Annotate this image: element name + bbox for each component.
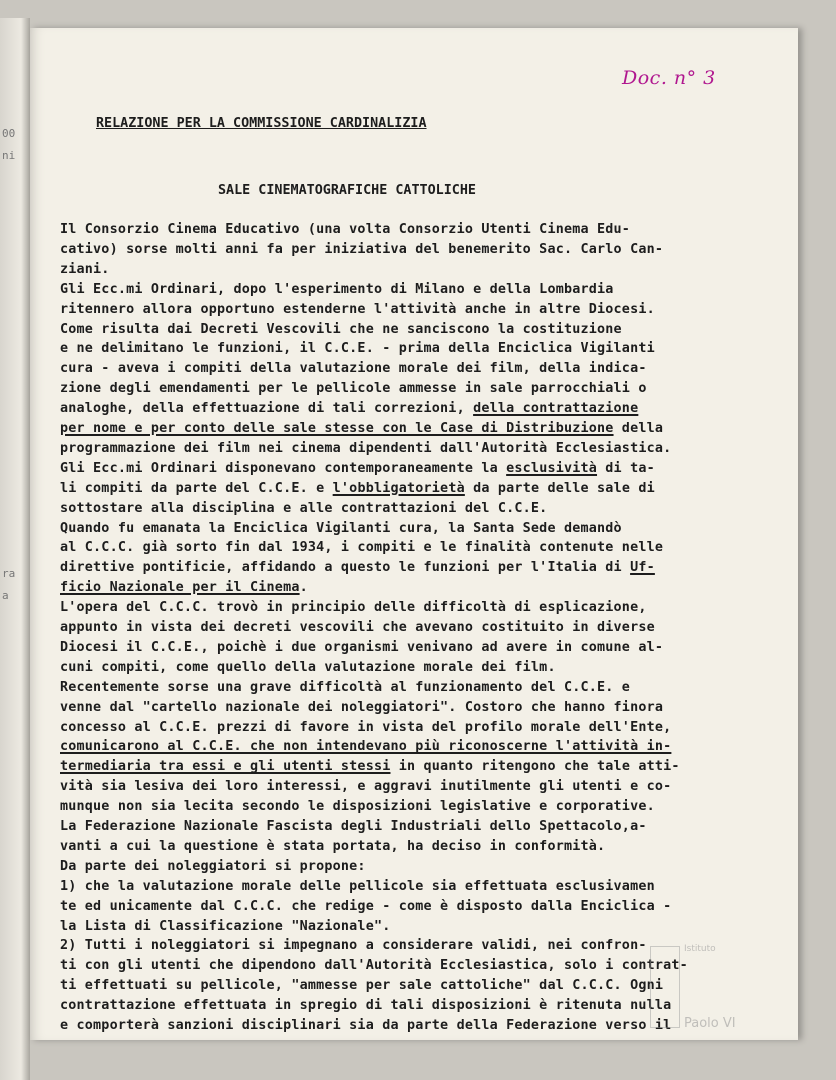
body-line: contrattazione effettuata in spregio di tali disposizioni è ritenuta nulla [60,998,672,1014]
body-line: programmazione dei film nei cinema dipendenti dall'Autorità Ecclesiastica. [60,440,672,456]
body-line: la Lista di Classificazione "Nazionale". [60,918,391,934]
body-line: al C.C.C. già sorto fin dal 1934, i compiti e le finalità contenute nelle [60,540,664,556]
body-line: li compiti da parte del C.C.E. e l'obbligatorietà da parte delle sale di [60,480,655,496]
body-line: concesso al C.C.E. prezzi di favore in vista del profilo morale dell'Ente, [60,719,672,735]
body-line: termediaria tra essi e gli utenti stessi in quanto ritengono che tale atti- [60,759,680,775]
body-line: te ed unicamente dal C.C.C. che redige - come è disposto dalla Enciclica - [60,898,672,914]
body-line: cativo) sorse molti anni fa per iniziativa del benemerito Sac. Carlo Can- [60,241,664,257]
body-line: Diocesi il C.C.E., poichè i due organismi venivano ad avere in comune al- [60,639,664,655]
document-title: RELAZIONE PER LA COMMISSIONE CARDINALIZIA [96,116,427,131]
body-line: e ne delimitano le funzioni, il C.C.E. - prima della Enciclica Vigilanti [60,341,655,357]
body-line: Recentemente sorse una grave difficoltà al funzionamento del C.C.E. e [60,679,631,695]
left-page-marks: 00 ni ra a [2,127,16,602]
body-line: per nome e per conto delle sale stesse con le Case di Distribuzione della [60,421,664,436]
body-line: 2) Tutti i noleggiatori si impegnano a considerare validi, nei confron- [60,938,647,954]
body-line: ziani. [60,261,110,277]
body-line: Quando fu emanata la Enciclica Vigilanti cura, la Santa Sede demandò [60,520,622,536]
body-line: Gli Ecc.mi Ordinari, dopo l'esperimento di Milano e della Lombardia [60,281,614,297]
body-line: ti effettuati su pellicole, "ammesse per sale cattoliche" dal C.C.C. Ogni [60,978,664,994]
body-line: appunto in vista dei decreti vescovili che avevano costituito in diverse [60,620,655,635]
body-line: vanti a cui la questione è stata portata, ha deciso in conformità. [60,838,606,854]
body-line: direttive pontificie, affidando a questo le funzioni per l'Italia di Uf- [60,560,655,576]
body-line: ficio Nazionale per il Cinema. [60,580,308,596]
document-subtitle: SALE CINEMATOGRAFICHE CATTOLICHE [218,183,476,198]
body-line: Gli Ecc.mi Ordinari disponevano contemporaneamente la esclusività di ta- [60,460,655,476]
body-line: vità sia lesiva dei loro interessi, e aggravi inutilmente gli utenti e co- [60,779,672,795]
archive-watermark-line1: Istituto [684,944,716,954]
body-line: cuni compiti, come quello della valutazione morale dei film. [60,659,556,675]
body-line: ti con gli utenti che dipendono dall'Autorità Ecclesiastica, solo i contrat- [60,958,688,974]
body-line: L'opera del C.C.C. trovò in principio delle difficoltà di esplicazione, [60,600,647,616]
left-page-edge [0,18,30,1080]
body-line: Come risulta dai Decreti Vescovili che ne sanciscono la costituzione [60,321,622,337]
body-line: 1) che la valutazione morale delle pellicole sia effettuata esclusivamen [60,878,655,894]
document-number-label: Doc. n° 3 [622,67,716,89]
body-line: venne dal "cartello nazionale dei noleggiatori". Costoro che hanno finora [60,699,664,715]
body-line: Da parte dei noleggiatori si propone: [60,858,366,874]
body-line: sottostare alla disciplina e alle contrattazioni del C.C.E. [60,500,548,516]
body-line: munque non sia lecita secondo le disposizioni legislative e corporative. [60,799,655,815]
body-line: ritennero allora opportuno estenderne l'attività anche in altre Diocesi. [60,301,655,317]
archive-watermark-line2: Paolo VI [684,1016,736,1031]
body-line: La Federazione Nazionale Fascista degli Industriali dello Spettacolo,a- [60,819,647,834]
archive-logo [650,946,680,1028]
body-line: Il Consorzio Cinema Educativo (una volta Consorzio Utenti Cinema Edu- [60,222,631,237]
body-line: e comporterà sanzioni disciplinari sia da parte della Federazione verso il [60,1018,672,1033]
body-line: cura - aveva i compiti della valutazione morale dei film, della indica- [60,361,647,377]
body-line: zione degli emendamenti per le pellicole ammesse in sale parrocchiali o [60,381,647,397]
archive-watermark [650,940,790,1035]
body-line: analoghe, della effettuazione di tali correzioni, della contrattazione [60,401,639,417]
body-line: comunicarono al C.C.E. che non intendevano più riconoscerne l'attività in- [60,739,672,755]
